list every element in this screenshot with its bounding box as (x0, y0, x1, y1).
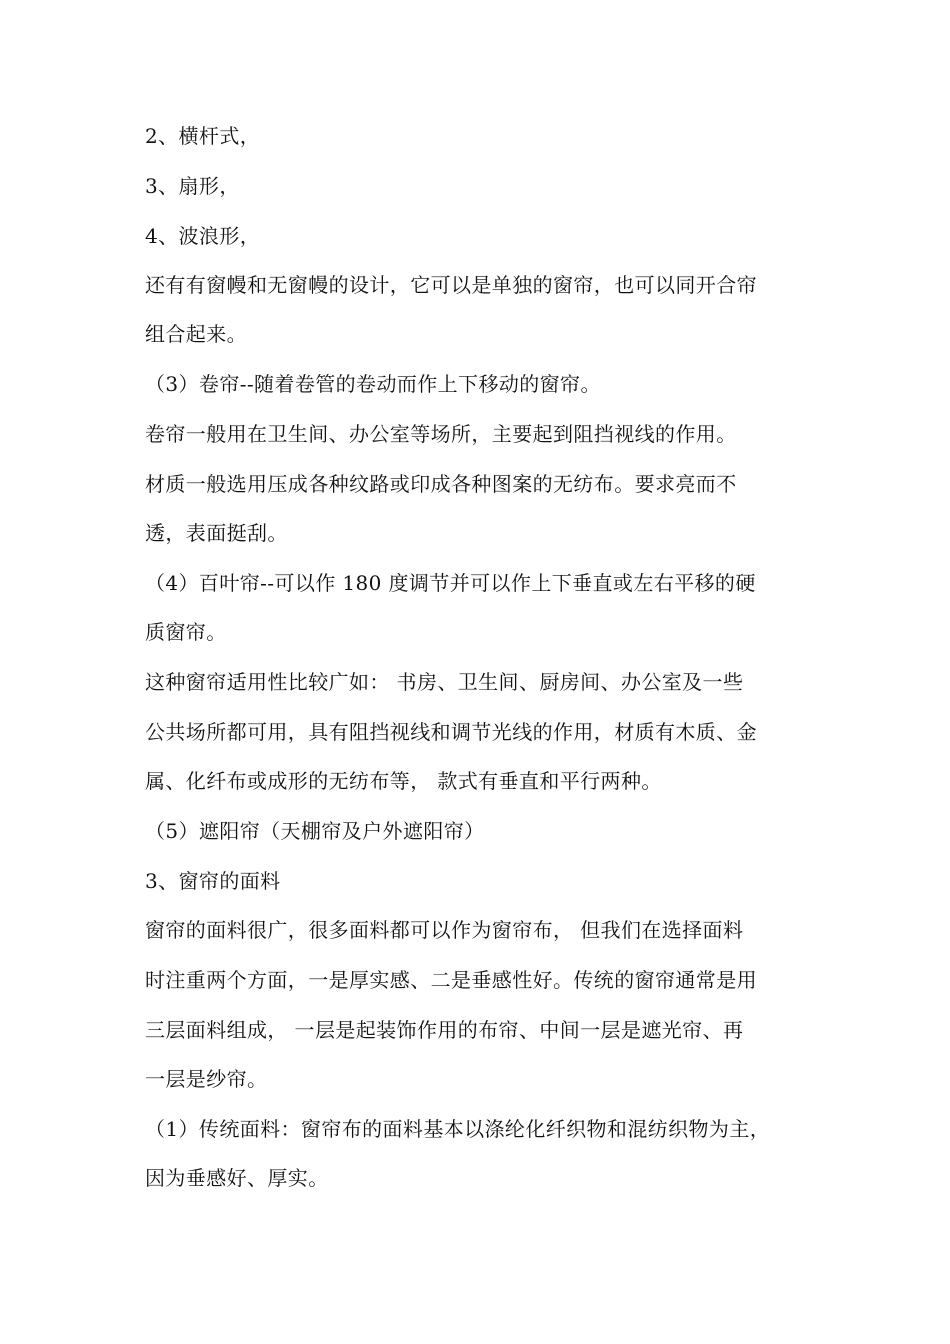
list-item-fan: 3、扇形， (145, 174, 240, 198)
paragraph-line: 一层是纱帘。 (145, 1067, 268, 1091)
section-heading-traditional-fabric: （1）传统面料：窗帘布的面料基本以涤纶化纤织物和混纺织物为主， (145, 1117, 771, 1141)
paragraph-line: 这种窗帘适用性比较广如： 书房、卫生间、厨房间、办公室及一些 (145, 670, 744, 694)
paragraph-line: 材质一般选用压成各种纹路或印成各种图案的无纺布。要求亮而不 (145, 472, 737, 496)
paragraph-line: 卷帘一般用在卫生间、办公室等场所，主要起到阻挡视线的作用。 (145, 422, 737, 446)
paragraph-line: 组合起来。 (145, 322, 247, 346)
paragraph-line: 公共场所都可用，具有阻挡视线和调节光线的作用，材质有木质、金 (145, 720, 757, 744)
paragraph-line: 三层面料组成， 一层是起装饰作用的布帘、中间一层是遮光帘、再 (145, 1018, 744, 1042)
paragraph-line: 窗帘的面料很广，很多面料都可以作为窗帘布， 但我们在选择面料 (145, 918, 744, 942)
paragraph-line: 质窗帘。 (145, 620, 227, 644)
paragraph-line: 因为垂感好、厚实。 (145, 1166, 329, 1190)
section-heading-fabric: 3、窗帘的面料 (145, 869, 281, 893)
list-item-wave: 4、波浪形， (145, 224, 261, 248)
paragraph-line: 透，表面挺刮。 (145, 521, 288, 545)
section-heading-venetian-blind: （4）百叶帘--可以作 180 度调节并可以作上下垂直或左右平移的硬 (145, 571, 756, 595)
paragraph-line: 时注重两个方面，一是厚实感、二是垂感性好。传统的窗帘通常是用 (145, 968, 757, 992)
section-heading-sunshade: （5）遮阳帘（天棚帘及户外遮阳帘） (145, 819, 485, 843)
paragraph-line: 还有有窗幔和无窗幔的设计，它可以是单独的窗帘，也可以同开合帘 (145, 273, 757, 297)
paragraph-line: 属、化纤布或成形的无纺布等， 款式有垂直和平行两种。 (145, 769, 662, 793)
list-item-horizontal-rod: 2、横杆式， (145, 124, 261, 148)
section-heading-roller-blind: （3）卷帘--随着卷管的卷动而作上下移动的窗帘。 (145, 372, 601, 396)
